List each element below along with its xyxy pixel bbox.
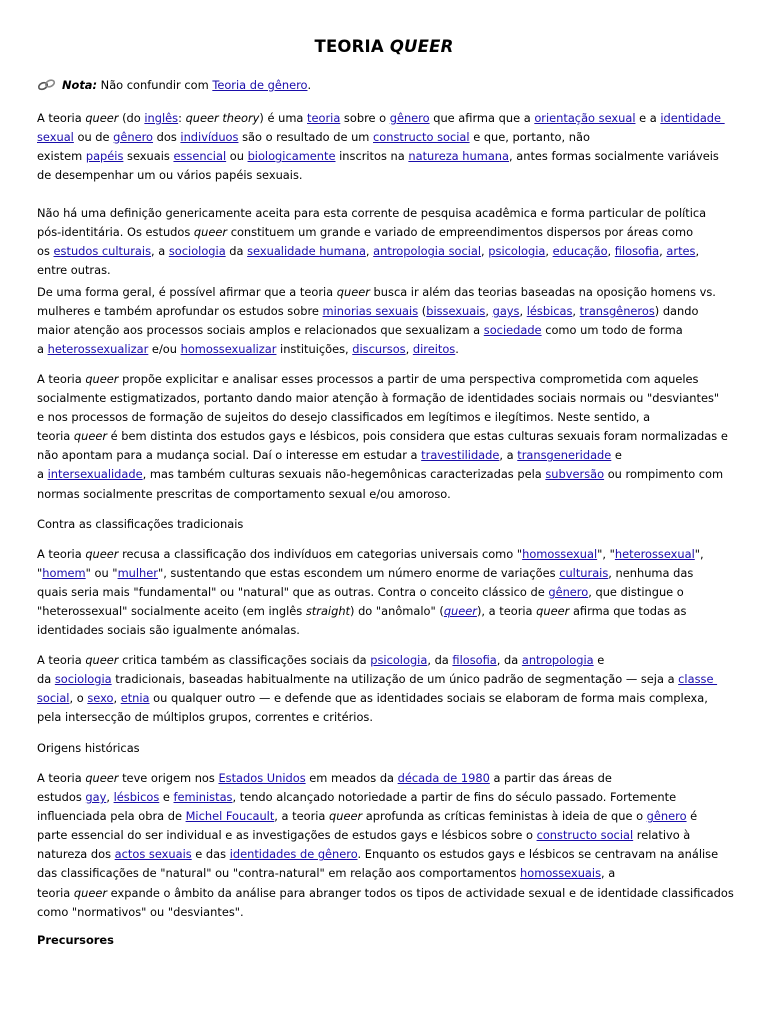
text-run: das classificações de "natural" ou "contra-natural" em relação aos comportamentos: [37, 866, 521, 881]
wiki-link[interactable]: sociologia: [168, 244, 226, 259]
wiki-link[interactable]: travestilidade: [421, 448, 500, 463]
wiki-link[interactable]: social: [37, 691, 70, 706]
text-line: [37, 204, 737, 223]
text-line: [37, 283, 737, 302]
text-line: [37, 446, 737, 465]
text-line: [37, 564, 737, 583]
text-line: [37, 769, 737, 788]
text-run: e nos processos de formação de sujeitos do desejo classificados em legítimos e ilegítimos. Neste sentido, a: [37, 410, 651, 425]
paragraph: [37, 204, 737, 280]
text-line: [37, 670, 737, 689]
text-run: ou qualquer outro — e defende que as identidades sociais se elaboram de forma mais complexa,: [149, 691, 708, 706]
wiki-link[interactable]: década de 1980: [397, 771, 490, 785]
text-line: [37, 515, 737, 534]
text-line: [37, 166, 737, 185]
wiki-link[interactable]: gênero: [113, 130, 154, 145]
disambiguation-note: Nota: Não confundir com Teoria de gênero .: [37, 76, 311, 94]
wiki-link[interactable]: teoria: [307, 111, 341, 125]
text-run: quais seria mais "fundamental" ou "natural" que as outras. Contra o conceito clássico de: [37, 585, 549, 600]
text-run: .: [455, 342, 459, 357]
text-run: e a: [635, 111, 661, 125]
text-run: (: [418, 304, 427, 319]
text-line: [37, 826, 737, 845]
text-run: propõe explicitar e analisar esses processos a partir de uma perspectiva comprometida com aqueles: [118, 372, 699, 386]
wiki-link[interactable]: biologicamente: [247, 149, 336, 164]
wiki-link[interactable]: classe: [678, 672, 718, 687]
wiki-link[interactable]: constructo social: [536, 828, 634, 843]
text-run: queer theory: [185, 111, 260, 125]
wiki-link[interactable]: culturais: [559, 566, 609, 581]
wiki-link[interactable]: bissexuais: [426, 304, 486, 319]
text-line: [37, 583, 737, 602]
link-teoria-de-genero[interactable]: Teoria de gênero: [212, 78, 308, 92]
wiki-link[interactable]: gênero: [646, 809, 687, 824]
text-line: [37, 321, 737, 340]
paragraph: [37, 545, 737, 640]
text-run: . Enquanto os estudos gays e lésbicos se centravam na análise: [357, 847, 719, 862]
text-run: entre outras.: [37, 263, 111, 278]
text-run: ,: [113, 691, 121, 706]
text-run: queer: [85, 547, 119, 561]
text-run: relativo à: [633, 828, 691, 843]
text-run: sexuais: [123, 149, 174, 164]
note-label: Nota:: [62, 78, 98, 92]
text-run: critica também as classificações sociais da: [118, 653, 371, 667]
wiki-link[interactable]: gênero: [548, 585, 589, 600]
text-line: [37, 261, 737, 280]
text-run: como "normativos" ou "desviantes".: [37, 904, 244, 919]
wiki-link[interactable]: direitos: [412, 342, 456, 357]
wiki-link[interactable]: identidade: [660, 111, 725, 125]
text-run: normas socialmente prescritas de comportamento sexual e/ou amoroso.: [37, 486, 451, 501]
text-run: De uma forma geral, é possível afirmar que a teoria: [37, 285, 337, 299]
text-run: ", ": [597, 547, 615, 561]
text-line: [37, 739, 737, 758]
wiki-link[interactable]: sexualidade humana: [247, 244, 366, 259]
text-run: da: [37, 672, 55, 687]
text-run: expande o âmbito da análise para abranger todos os tipos de actividade sexual e de identidade classificados: [107, 885, 734, 900]
text-run: , tendo alcançado notoriedade a partir de fins do século passado. Fortemente: [232, 790, 677, 805]
wiki-link[interactable]: orientação sexual: [534, 111, 636, 125]
wiki-link[interactable]: filosofia: [614, 244, 660, 259]
text-run: ": [37, 566, 43, 581]
text-run: , o: [69, 691, 88, 706]
text-run: ou de: [73, 130, 114, 145]
text-line: [37, 807, 737, 826]
text-run: ,: [659, 244, 667, 259]
wiki-link[interactable]: transgeneridade: [517, 448, 612, 463]
text-run: ,: [607, 244, 615, 259]
text-run: tradicionais, baseadas habitualmente na utilização de um único padrão de segmentação — seja a: [111, 672, 679, 687]
wiki-link[interactable]: lésbicos: [113, 790, 160, 805]
wiki-link[interactable]: antropologia social: [373, 244, 482, 259]
wiki-link[interactable]: mulher: [117, 566, 158, 581]
text-run: ,: [106, 790, 114, 805]
text-line: [37, 864, 737, 883]
text-run: " ou ": [85, 566, 118, 581]
wiki-link[interactable]: heterossexualizar: [47, 342, 149, 357]
text-line: [37, 602, 737, 621]
text-line: [37, 128, 737, 147]
text-run: queer: [85, 372, 119, 386]
wiki-link[interactable]: intersexualidade: [47, 467, 143, 482]
text-run: , a: [151, 244, 169, 259]
text-run: :: [178, 111, 186, 125]
text-line: [37, 689, 737, 708]
text-run: ) dando: [654, 304, 699, 319]
text-line: [37, 302, 737, 321]
text-run: ) é uma: [259, 111, 308, 125]
text-run: e que, portanto, não: [469, 130, 590, 145]
text-run: Não há uma definição genericamente aceita para esta corrente de pesquisa acadêmica e forma particular de política: [37, 206, 707, 220]
wiki-link[interactable]: gays: [492, 304, 520, 319]
text-line: [37, 370, 737, 389]
text-run: aprofunda as críticas feministas à ideia de que o: [362, 809, 647, 824]
text-run: Contra as classificações tradicionais: [37, 517, 244, 531]
text-run: , a: [499, 448, 518, 463]
wiki-link[interactable]: actos sexuais: [114, 847, 192, 862]
text-run: , que distingue o: [588, 585, 684, 600]
paragraph: [37, 283, 737, 359]
text-run: queer: [85, 771, 119, 785]
text-line: [37, 621, 737, 640]
text-run: ), a teoria: [476, 604, 537, 619]
text-run: e das: [191, 847, 230, 862]
paragraph: [37, 370, 737, 504]
text-line: [37, 340, 737, 359]
wiki-link[interactable]: gay: [85, 790, 107, 805]
text-run: e: [611, 448, 622, 463]
paragraph: [37, 769, 737, 922]
text-run: a: [37, 467, 48, 482]
text-line: [37, 109, 737, 128]
wiki-link[interactable]: sexual: [37, 130, 74, 145]
wiki-link[interactable]: discursos: [352, 342, 406, 357]
text-run: socialmente estigmatizados, portanto dando maior atenção à formação de identidades sociais normais ou "desviantes": [37, 391, 720, 406]
text-line: [37, 242, 737, 261]
text-run: e: [593, 653, 605, 667]
wiki-link[interactable]: Michel Foucault: [185, 809, 275, 824]
link-icon: [37, 78, 57, 92]
text-line: [37, 389, 737, 408]
text-run: pós-identitária. Os estudos: [37, 225, 194, 240]
text-run: dos: [153, 130, 181, 145]
wiki-link[interactable]: educação: [552, 244, 608, 259]
text-line: [37, 223, 737, 242]
text-run: , a: [601, 866, 616, 881]
text-line: [37, 884, 737, 903]
text-run: ou rompimento com: [604, 467, 724, 482]
wiki-link[interactable]: minorias sexuais: [322, 304, 419, 319]
text-line: [37, 465, 737, 484]
text-line: [37, 931, 737, 950]
section-heading: [37, 515, 737, 534]
text-run: queer: [85, 653, 119, 667]
text-run: recusa a classificação dos indivíduos em categorias universais como ": [118, 547, 523, 561]
text-run: teve origem nos: [118, 771, 219, 785]
text-run: , da: [496, 653, 522, 667]
text-run: de desempenhar um ou vários papéis sexuais.: [37, 168, 303, 183]
wiki-link[interactable]: identidades de gênero: [229, 847, 358, 862]
wiki-link[interactable]: sexo: [87, 691, 114, 706]
text-run: , antes formas socialmente variáveis: [509, 149, 719, 164]
text-line: [37, 845, 737, 864]
wiki-link[interactable]: antropologia: [521, 653, 594, 667]
text-run: e: [159, 790, 174, 805]
text-line: [37, 485, 737, 504]
text-run: os: [37, 244, 54, 259]
text-run: A teoria: [37, 111, 86, 125]
text-run: ou: [226, 149, 248, 164]
text-run: afirma que todas as: [569, 604, 687, 619]
wiki-link[interactable]: homem: [42, 566, 86, 581]
text-run: natureza dos: [37, 847, 115, 862]
text-run: A teoria: [37, 547, 86, 561]
text-line: [37, 427, 737, 446]
wiki-link[interactable]: lésbicas: [526, 304, 573, 319]
text-run: maior atenção aos processos sociais amplos e relacionados que sexualizam a: [37, 323, 484, 338]
wiki-link[interactable]: Estados Unidos: [218, 771, 306, 785]
text-run: , a teoria: [274, 809, 330, 824]
wiki-link[interactable]: homossexualizar: [180, 342, 277, 357]
wiki-link[interactable]: homossexuais: [520, 866, 602, 881]
text-line: [37, 651, 737, 670]
text-line: [37, 708, 737, 727]
text-run: ,: [572, 304, 580, 319]
text-run: A teoria: [37, 372, 86, 386]
text-run: identidades sociais são igualmente anómalas.: [37, 623, 300, 638]
wiki-link[interactable]: psicologia: [370, 653, 428, 667]
text-run: , da: [427, 653, 453, 667]
text-line: [37, 147, 737, 166]
wiki-link[interactable]: constructo social: [373, 130, 470, 145]
text-run: "heterossexual" socialmente aceito (em inglês: [37, 604, 306, 619]
wiki-link[interactable]: sociedade: [483, 323, 542, 338]
section-heading: [37, 931, 737, 950]
text-run: parte essencial do ser individual e as investigações de estudos gays e lésbicos sobre o: [37, 828, 537, 843]
text-run: ,: [695, 244, 700, 259]
wiki-link[interactable]: sociologia: [54, 672, 112, 687]
text-run: mulheres e também aprofundar os estudos sobre: [37, 304, 323, 319]
text-run: queer: [336, 285, 370, 299]
wiki-link[interactable]: subversão: [545, 467, 605, 482]
text-run: é: [686, 809, 698, 824]
wiki-link[interactable]: artes: [666, 244, 696, 259]
text-run: queer: [73, 429, 108, 444]
text-run: existem: [37, 149, 86, 164]
text-run: a: [37, 342, 48, 357]
text-run: A teoria: [37, 771, 86, 785]
text-run: sobre o: [340, 111, 390, 125]
text-run: influenciada pela obra de: [37, 809, 186, 824]
text-run: ,: [405, 342, 413, 357]
text-run: queer: [85, 111, 119, 125]
text-run: ,: [545, 244, 553, 259]
text-line: [37, 903, 737, 922]
text-run: queer: [329, 809, 363, 824]
text-run: queer: [536, 604, 570, 619]
text-run: , mas também culturas sexuais não-hegemônicas caracterizadas pela: [142, 467, 546, 482]
wiki-link[interactable]: inglês: [144, 111, 179, 125]
text-run: e/ou: [148, 342, 181, 357]
text-run: busca ir além das teorias baseadas na oposição homens vs.: [369, 285, 716, 299]
wiki-link[interactable]: papéis: [85, 149, 124, 164]
text-run: straight: [305, 604, 351, 619]
wiki-link[interactable]: psicologia: [488, 244, 546, 259]
wiki-link[interactable]: transgêneros: [579, 304, 655, 319]
text-run: ,: [365, 244, 374, 259]
text-run: constituem um grande e variado de empreendimentos dispersos por áreas como: [227, 225, 694, 240]
text-run: é bem distinta dos estudos gays e lésbicos, pois considera que estas culturas sexuais foram normalizadas e: [107, 429, 728, 444]
wiki-link[interactable]: estudos culturais: [53, 244, 152, 259]
text-run: Origens históricas: [37, 741, 140, 755]
text-run: , nenhuma das: [608, 566, 694, 581]
text-run: como um todo de forma: [541, 323, 683, 338]
text-run: teoria: [37, 429, 74, 444]
text-line: [37, 788, 737, 807]
text-run: teoria: [37, 885, 74, 900]
text-run: A teoria: [37, 653, 86, 667]
text-run: Precursores: [37, 933, 114, 947]
text-run: queer: [193, 225, 228, 240]
text-run: ,: [485, 304, 493, 319]
text-run: pela intersecção de múltiplos grupos, correntes e critérios.: [37, 710, 373, 725]
text-run: a partir das áreas de: [489, 771, 612, 785]
text-run: não apontam para a mudança social. Daí o interesse em estudar a: [37, 448, 422, 463]
wiki-link[interactable]: feministas: [173, 790, 233, 805]
text-line: [37, 408, 737, 427]
wiki-link[interactable]: essencial: [173, 149, 227, 164]
wiki-link[interactable]: gênero: [389, 111, 430, 125]
wiki-link[interactable]: etnia: [120, 691, 150, 706]
wiki-link[interactable]: queer: [443, 604, 477, 619]
text-run: (do: [118, 111, 145, 125]
text-run: da: [225, 244, 248, 259]
wiki-link[interactable]: natureza humana: [408, 149, 509, 164]
wiki-link[interactable]: homossexual: [522, 547, 598, 561]
page-title: TEORIA QUEER: [314, 37, 454, 56]
text-run: ",: [694, 547, 704, 561]
text-run: ,: [519, 304, 527, 319]
text-line: [37, 545, 737, 564]
wiki-link[interactable]: indivíduos: [180, 130, 239, 145]
note-text: Não confundir com: [97, 78, 213, 92]
text-run: queer: [73, 885, 108, 900]
text-run: ", sustentando que estas escondem um número enorme de variações: [157, 566, 560, 581]
paragraph: [37, 651, 737, 727]
text-run: que afirma que a: [429, 111, 535, 125]
wiki-link[interactable]: filosofia: [452, 653, 497, 667]
wiki-link[interactable]: heterossexual: [614, 547, 695, 561]
text-run: instituições,: [276, 342, 353, 357]
text-run: inscritos na: [335, 149, 409, 164]
text-run: estudos: [37, 790, 86, 805]
text-run: ) do "anômalo" (: [350, 604, 444, 619]
section-heading: [37, 739, 737, 758]
text-run: em meados da: [305, 771, 398, 785]
text-run: são o resultado de um: [238, 130, 374, 145]
paragraph: [37, 109, 737, 185]
text-run: ,: [481, 244, 489, 259]
